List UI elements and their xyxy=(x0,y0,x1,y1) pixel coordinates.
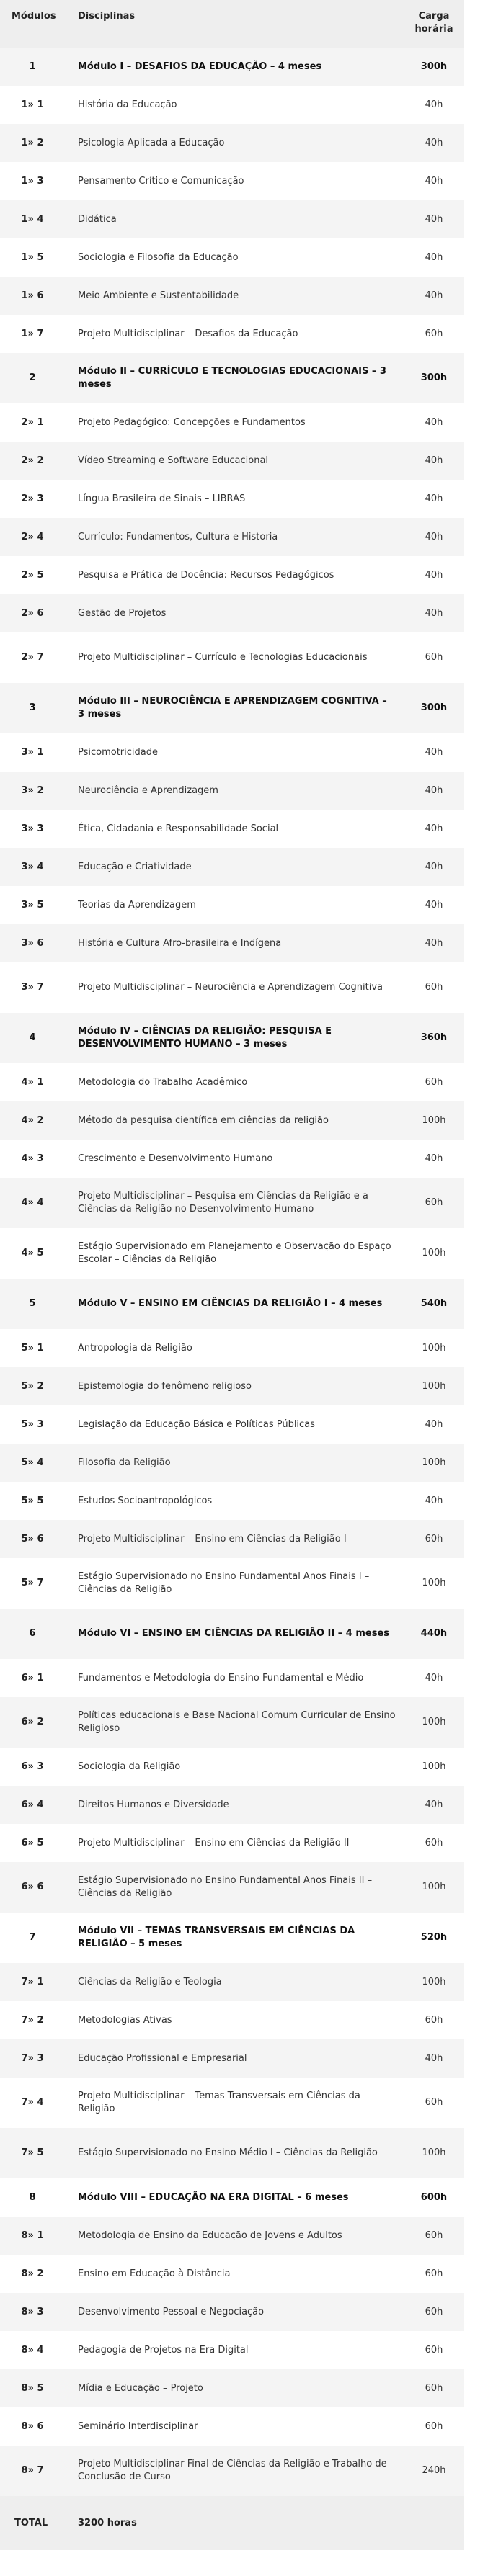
hours-cell: 60h xyxy=(404,2369,464,2407)
module-id-cell: 7» 5 xyxy=(0,2128,65,2178)
subject-name-cell: Ensino em Educação à Distância xyxy=(65,2255,404,2293)
subject-name-cell: Pedagogia de Projetos na Era Digital xyxy=(65,2331,404,2369)
module-id-cell: 2 xyxy=(0,353,65,403)
subject-row xyxy=(0,238,464,277)
subject-row xyxy=(0,1329,464,1367)
subject-name-cell: Ética, Cidadania e Responsabilidade Social xyxy=(65,810,404,848)
subject-name-cell: Estágio Supervisionado no Ensino Fundamental Anos Finais II – Ciências da Religião xyxy=(65,1862,404,1913)
subject-row xyxy=(0,162,464,200)
hours-cell: 300h xyxy=(404,683,464,733)
module-row xyxy=(0,353,464,403)
module-id-cell: 6» 2 xyxy=(0,1697,65,1748)
subject-name-cell: Currículo: Fundamentos, Cultura e Historia xyxy=(65,518,404,556)
subject-row xyxy=(0,1444,464,1482)
table-header xyxy=(0,0,464,48)
hours-cell: 100h xyxy=(404,1367,464,1405)
module-id-cell: 5» 1 xyxy=(0,1329,65,1367)
subject-name-cell: Metodologia do Trabalho Acadêmico xyxy=(65,1063,404,1101)
module-id-cell: 3» 7 xyxy=(0,962,65,1013)
column-header-modules: Módulos xyxy=(0,0,65,48)
subject-name-cell: Módulo VI – ENSINO EM CIÊNCIAS DA RELIGIÃO II – 4 meses xyxy=(65,1609,404,1659)
subject-name-cell: Língua Brasileira de Sinais – LIBRAS xyxy=(65,480,404,518)
module-id-cell: 3» 3 xyxy=(0,810,65,848)
subject-row xyxy=(0,2128,464,2178)
module-id-cell: 1» 5 xyxy=(0,238,65,277)
subject-name-cell: Estudos Socioantropológicos xyxy=(65,1482,404,1520)
subject-name-cell: Projeto Multidisciplinar – Ensino em Ciências da Religião I xyxy=(65,1520,404,1558)
subject-row xyxy=(0,1482,464,1520)
subject-row xyxy=(0,480,464,518)
hours-cell: 40h xyxy=(404,2039,464,2078)
module-id-cell: 3 xyxy=(0,683,65,733)
subject-name-cell: Projeto Pedagógico: Concepções e Fundamentos xyxy=(65,403,404,442)
module-id-cell: 6» 4 xyxy=(0,1786,65,1824)
hours-cell: 100h xyxy=(404,1748,464,1786)
module-id-cell: 5» 4 xyxy=(0,1444,65,1482)
hours-cell: 100h xyxy=(404,1558,464,1609)
subject-name-cell: Políticas educacionais e Base Nacional Comum Curricular de Ensino Religioso xyxy=(65,1697,404,1748)
subject-row xyxy=(0,315,464,353)
module-id-cell: 2» 2 xyxy=(0,442,65,480)
module-id-cell: 8 xyxy=(0,2178,65,2217)
subject-row xyxy=(0,886,464,924)
subject-name-cell: Filosofia da Religião xyxy=(65,1444,404,1482)
subject-name-cell: Sociologia e Filosofia da Educação xyxy=(65,238,404,277)
subject-name-cell: Pensamento Crítico e Comunicação xyxy=(65,162,404,200)
subject-name-cell: Psicologia Aplicada a Educação xyxy=(65,124,404,162)
subject-name-cell: Módulo III – NEUROCIÊNCIA E APRENDIZAGEM COGNITIVA – 3 meses xyxy=(65,683,404,733)
hours-cell: 240h xyxy=(404,2446,464,2496)
hours-cell: 300h xyxy=(404,48,464,86)
subject-name-cell: Projeto Multidisciplinar – Neurociência e Aprendizagem Cognitiva xyxy=(65,962,404,1013)
subject-name-cell: Projeto Multidisciplinar Final de Ciências da Religião e Trabalho de Conclusão de Curso xyxy=(65,2446,404,2496)
subject-row xyxy=(0,1862,464,1913)
subject-name-cell: Estágio Supervisionado no Ensino Fundamental Anos Finais I – Ciências da Religião xyxy=(65,1558,404,1609)
subject-name-cell: Ciências da Religião e Teologia xyxy=(65,1963,404,2001)
subject-name-cell: Estágio Supervisionado em Planejamento e Observação do Espaço Escolar – Ciências da Religião xyxy=(65,1228,404,1279)
hours-cell: 40h xyxy=(404,1405,464,1444)
module-id-cell: 1» 2 xyxy=(0,124,65,162)
hours-cell: 40h xyxy=(404,1659,464,1697)
subject-row xyxy=(0,2331,464,2369)
subject-row xyxy=(0,2078,464,2128)
subject-name-cell: Projeto Multidisciplinar – Desafios da Educação xyxy=(65,315,404,353)
hours-cell: 40h xyxy=(404,772,464,810)
subject-name-cell: Módulo II – CURRÍCULO E TECNOLOGIAS EDUCACIONAIS – 3 meses xyxy=(65,353,404,403)
subject-row xyxy=(0,200,464,238)
hours-cell: 40h xyxy=(404,886,464,924)
module-id-cell: 2» 5 xyxy=(0,556,65,594)
hours-cell: 360h xyxy=(404,1013,464,1063)
module-id-cell: 3» 5 xyxy=(0,886,65,924)
subject-row xyxy=(0,1367,464,1405)
hours-cell: 60h xyxy=(404,315,464,353)
hours-cell: 300h xyxy=(404,353,464,403)
hours-cell: 520h xyxy=(404,1913,464,1963)
subject-row xyxy=(0,124,464,162)
subject-name-cell: Módulo VII – TEMAS TRANSVERSAIS EM CIÊNCIAS DA RELIGIÃO – 5 meses xyxy=(65,1913,404,1963)
subject-row xyxy=(0,1786,464,1824)
hours-cell: 40h xyxy=(404,480,464,518)
module-id-cell: 7» 2 xyxy=(0,2001,65,2039)
module-id-cell: 8» 5 xyxy=(0,2369,65,2407)
subject-row xyxy=(0,2255,464,2293)
module-id-cell: 6» 1 xyxy=(0,1659,65,1697)
subject-name-cell: Psicomotricidade xyxy=(65,733,404,772)
subject-name-cell: Educação e Criatividade xyxy=(65,848,404,886)
subject-row xyxy=(0,594,464,632)
hours-cell: 40h xyxy=(404,162,464,200)
module-id-cell: 4» 2 xyxy=(0,1101,65,1140)
hours-cell: 100h xyxy=(404,1697,464,1748)
subject-row xyxy=(0,2039,464,2078)
subject-name-cell: Metodologias Ativas xyxy=(65,2001,404,2039)
subject-name-cell: Módulo I – DESAFIOS DA EDUCAÇÃO – 4 meses xyxy=(65,48,404,86)
module-id-cell: 4» 4 xyxy=(0,1178,65,1228)
table-footer xyxy=(0,2496,464,2550)
subject-row xyxy=(0,2446,464,2496)
subject-name-cell: Meio Ambiente e Sustentabilidade xyxy=(65,277,404,315)
hours-cell: 60h xyxy=(404,2407,464,2446)
module-id-cell: 3» 2 xyxy=(0,772,65,810)
subject-name-cell: Estágio Supervisionado no Ensino Médio I – Ciências da Religião xyxy=(65,2128,404,2178)
subject-name-cell: Método da pesquisa científica em ciências da religião xyxy=(65,1101,404,1140)
subject-row xyxy=(0,733,464,772)
hours-cell: 60h xyxy=(404,2255,464,2293)
subject-name-cell: Legislação da Educação Básica e Políticas Públicas xyxy=(65,1405,404,1444)
hours-cell: 40h xyxy=(404,1140,464,1178)
module-id-cell: 2» 4 xyxy=(0,518,65,556)
subject-row xyxy=(0,2407,464,2446)
subject-row xyxy=(0,1405,464,1444)
module-id-cell: 2» 3 xyxy=(0,480,65,518)
subject-row xyxy=(0,1140,464,1178)
module-id-cell: 1» 1 xyxy=(0,86,65,124)
subject-row xyxy=(0,1824,464,1862)
hours-cell: 40h xyxy=(404,124,464,162)
subject-name-cell: Projeto Multidisciplinar – Pesquisa em Ciências da Religião e a Ciências da Religião no Desenvolvimento Humano xyxy=(65,1178,404,1228)
module-id-cell: 6» 5 xyxy=(0,1824,65,1862)
hours-cell: 60h xyxy=(404,632,464,683)
module-row xyxy=(0,1913,464,1963)
module-id-cell: 3» 6 xyxy=(0,924,65,962)
hours-cell: 40h xyxy=(404,848,464,886)
hours-cell: 60h xyxy=(404,1063,464,1101)
subject-name-cell: História da Educação xyxy=(65,86,404,124)
subject-name-cell: Educação Profissional e Empresarial xyxy=(65,2039,404,2078)
module-id-cell: 2» 7 xyxy=(0,632,65,683)
subject-row xyxy=(0,86,464,124)
module-row xyxy=(0,1609,464,1659)
module-row xyxy=(0,2178,464,2217)
module-id-cell: 8» 3 xyxy=(0,2293,65,2331)
subject-row xyxy=(0,2001,464,2039)
module-id-cell: 8» 1 xyxy=(0,2217,65,2255)
module-id-cell: 1» 4 xyxy=(0,200,65,238)
subject-row xyxy=(0,924,464,962)
module-id-cell: 1» 6 xyxy=(0,277,65,315)
hours-cell: 60h xyxy=(404,2217,464,2255)
subject-name-cell: Teorias da Aprendizagem xyxy=(65,886,404,924)
module-row xyxy=(0,1279,464,1329)
hours-cell: 40h xyxy=(404,733,464,772)
total-value: 3200 horas xyxy=(65,2496,464,2550)
hours-cell: 40h xyxy=(404,518,464,556)
column-header-subjects: Disciplinas xyxy=(65,0,404,48)
hours-cell: 40h xyxy=(404,1786,464,1824)
module-id-cell: 8» 6 xyxy=(0,2407,65,2446)
hours-cell: 100h xyxy=(404,1228,464,1279)
hours-cell: 40h xyxy=(404,277,464,315)
subject-row xyxy=(0,2293,464,2331)
hours-cell: 100h xyxy=(404,1101,464,1140)
module-id-cell: 5» 3 xyxy=(0,1405,65,1444)
module-id-cell: 7 xyxy=(0,1913,65,1963)
module-id-cell: 4» 3 xyxy=(0,1140,65,1178)
subject-name-cell: Fundamentos e Metodologia do Ensino Fundamental e Médio xyxy=(65,1659,404,1697)
subject-name-cell: Pesquisa e Prática de Docência: Recursos Pedagógicos xyxy=(65,556,404,594)
module-id-cell: 7» 3 xyxy=(0,2039,65,2078)
hours-cell: 100h xyxy=(404,1329,464,1367)
hours-cell: 60h xyxy=(404,2331,464,2369)
hours-cell: 40h xyxy=(404,86,464,124)
subject-name-cell: Módulo V – ENSINO EM CIÊNCIAS DA RELIGIÃO I – 4 meses xyxy=(65,1279,404,1329)
hours-cell: 40h xyxy=(404,594,464,632)
subject-row xyxy=(0,1178,464,1228)
hours-cell: 60h xyxy=(404,1824,464,1862)
hours-cell: 60h xyxy=(404,962,464,1013)
module-id-cell: 3» 1 xyxy=(0,733,65,772)
module-id-cell: 4» 1 xyxy=(0,1063,65,1101)
hours-cell: 40h xyxy=(404,1482,464,1520)
hours-cell: 440h xyxy=(404,1609,464,1659)
subject-row xyxy=(0,403,464,442)
subject-row xyxy=(0,1228,464,1279)
module-id-cell: 8» 2 xyxy=(0,2255,65,2293)
hours-cell: 60h xyxy=(404,2293,464,2331)
subject-name-cell: Módulo VIII – EDUCAÇÃO NA ERA DIGITAL – 6 meses xyxy=(65,2178,404,2217)
subject-row xyxy=(0,1063,464,1101)
subject-name-cell: Gestão de Projetos xyxy=(65,594,404,632)
column-header-load: Carga horária xyxy=(404,0,464,48)
subject-row xyxy=(0,1101,464,1140)
module-row xyxy=(0,48,464,86)
hours-cell: 600h xyxy=(404,2178,464,2217)
module-id-cell: 5» 5 xyxy=(0,1482,65,1520)
module-id-cell: 5» 2 xyxy=(0,1367,65,1405)
subject-row xyxy=(0,848,464,886)
total-label: TOTAL xyxy=(0,2496,65,2550)
module-id-cell: 7» 1 xyxy=(0,1963,65,2001)
subject-name-cell: Vídeo Streaming e Software Educacional xyxy=(65,442,404,480)
hours-cell: 40h xyxy=(404,924,464,962)
hours-cell: 60h xyxy=(404,2001,464,2039)
subject-name-cell: Neurociência e Aprendizagem xyxy=(65,772,404,810)
module-row xyxy=(0,683,464,733)
subject-row xyxy=(0,772,464,810)
subject-row xyxy=(0,632,464,683)
subject-row xyxy=(0,518,464,556)
module-id-cell: 1» 7 xyxy=(0,315,65,353)
subject-row xyxy=(0,1558,464,1609)
subject-name-cell: História e Cultura Afro-brasileira e Indígena xyxy=(65,924,404,962)
subject-name-cell: Antropologia da Religião xyxy=(65,1329,404,1367)
subject-name-cell: Didática xyxy=(65,200,404,238)
subject-row xyxy=(0,277,464,315)
subject-row xyxy=(0,1697,464,1748)
subject-row xyxy=(0,962,464,1013)
subject-row xyxy=(0,1520,464,1558)
module-id-cell: 2» 6 xyxy=(0,594,65,632)
module-id-cell: 1» 3 xyxy=(0,162,65,200)
hours-cell: 40h xyxy=(404,200,464,238)
hours-cell: 40h xyxy=(404,810,464,848)
subject-name-cell: Módulo IV – CIÊNCIAS DA RELIGIÃO: PESQUISA E DESENVOLVIMENTO HUMANO – 3 meses xyxy=(65,1013,404,1063)
subject-name-cell: Projeto Multidisciplinar – Currículo e Tecnologias Educacionais xyxy=(65,632,404,683)
subject-name-cell: Mídia e Educação – Projeto xyxy=(65,2369,404,2407)
hours-cell: 40h xyxy=(404,403,464,442)
subject-row xyxy=(0,1748,464,1786)
subject-name-cell: Projeto Multidisciplinar – Ensino em Ciências da Religião II xyxy=(65,1824,404,1862)
hours-cell: 60h xyxy=(404,1178,464,1228)
hours-cell: 100h xyxy=(404,1963,464,2001)
module-id-cell: 6 xyxy=(0,1609,65,1659)
subject-name-cell: Crescimento e Desenvolvimento Humano xyxy=(65,1140,404,1178)
subject-name-cell: Direitos Humanos e Diversidade xyxy=(65,1786,404,1824)
hours-cell: 40h xyxy=(404,238,464,277)
subject-row xyxy=(0,1659,464,1697)
subject-name-cell: Metodologia de Ensino da Educação de Jovens e Adultos xyxy=(65,2217,404,2255)
subject-name-cell: Projeto Multidisciplinar – Temas Transversais em Ciências da Religião xyxy=(65,2078,404,2128)
subject-name-cell: Sociologia da Religião xyxy=(65,1748,404,1786)
module-id-cell: 6» 3 xyxy=(0,1748,65,1786)
module-row xyxy=(0,1013,464,1063)
hours-cell: 60h xyxy=(404,1520,464,1558)
hours-cell: 540h xyxy=(404,1279,464,1329)
subject-name-cell: Desenvolvimento Pessoal e Negociação xyxy=(65,2293,404,2331)
hours-cell: 100h xyxy=(404,1444,464,1482)
module-id-cell: 8» 7 xyxy=(0,2446,65,2496)
module-id-cell: 4» 5 xyxy=(0,1228,65,1279)
hours-cell: 40h xyxy=(404,442,464,480)
table-body xyxy=(0,48,464,2496)
subject-row xyxy=(0,1963,464,2001)
subject-row xyxy=(0,442,464,480)
module-id-cell: 8» 4 xyxy=(0,2331,65,2369)
subject-row xyxy=(0,2217,464,2255)
subject-name-cell: Epistemologia do fenômeno religioso xyxy=(65,1367,404,1405)
module-id-cell: 7» 4 xyxy=(0,2078,65,2128)
subject-row xyxy=(0,810,464,848)
module-id-cell: 6» 6 xyxy=(0,1862,65,1913)
module-id-cell: 5 xyxy=(0,1279,65,1329)
subject-row xyxy=(0,556,464,594)
module-id-cell: 3» 4 xyxy=(0,848,65,886)
subject-row xyxy=(0,2369,464,2407)
hours-cell: 100h xyxy=(404,2128,464,2178)
module-id-cell: 4 xyxy=(0,1013,65,1063)
hours-cell: 40h xyxy=(404,556,464,594)
hours-cell: 60h xyxy=(404,2078,464,2128)
subject-name-cell: Seminário Interdisciplinar xyxy=(65,2407,404,2446)
module-id-cell: 2» 1 xyxy=(0,403,65,442)
module-id-cell: 1 xyxy=(0,48,65,86)
hours-cell: 100h xyxy=(404,1862,464,1913)
module-id-cell: 5» 7 xyxy=(0,1558,65,1609)
module-id-cell: 5» 6 xyxy=(0,1520,65,1558)
